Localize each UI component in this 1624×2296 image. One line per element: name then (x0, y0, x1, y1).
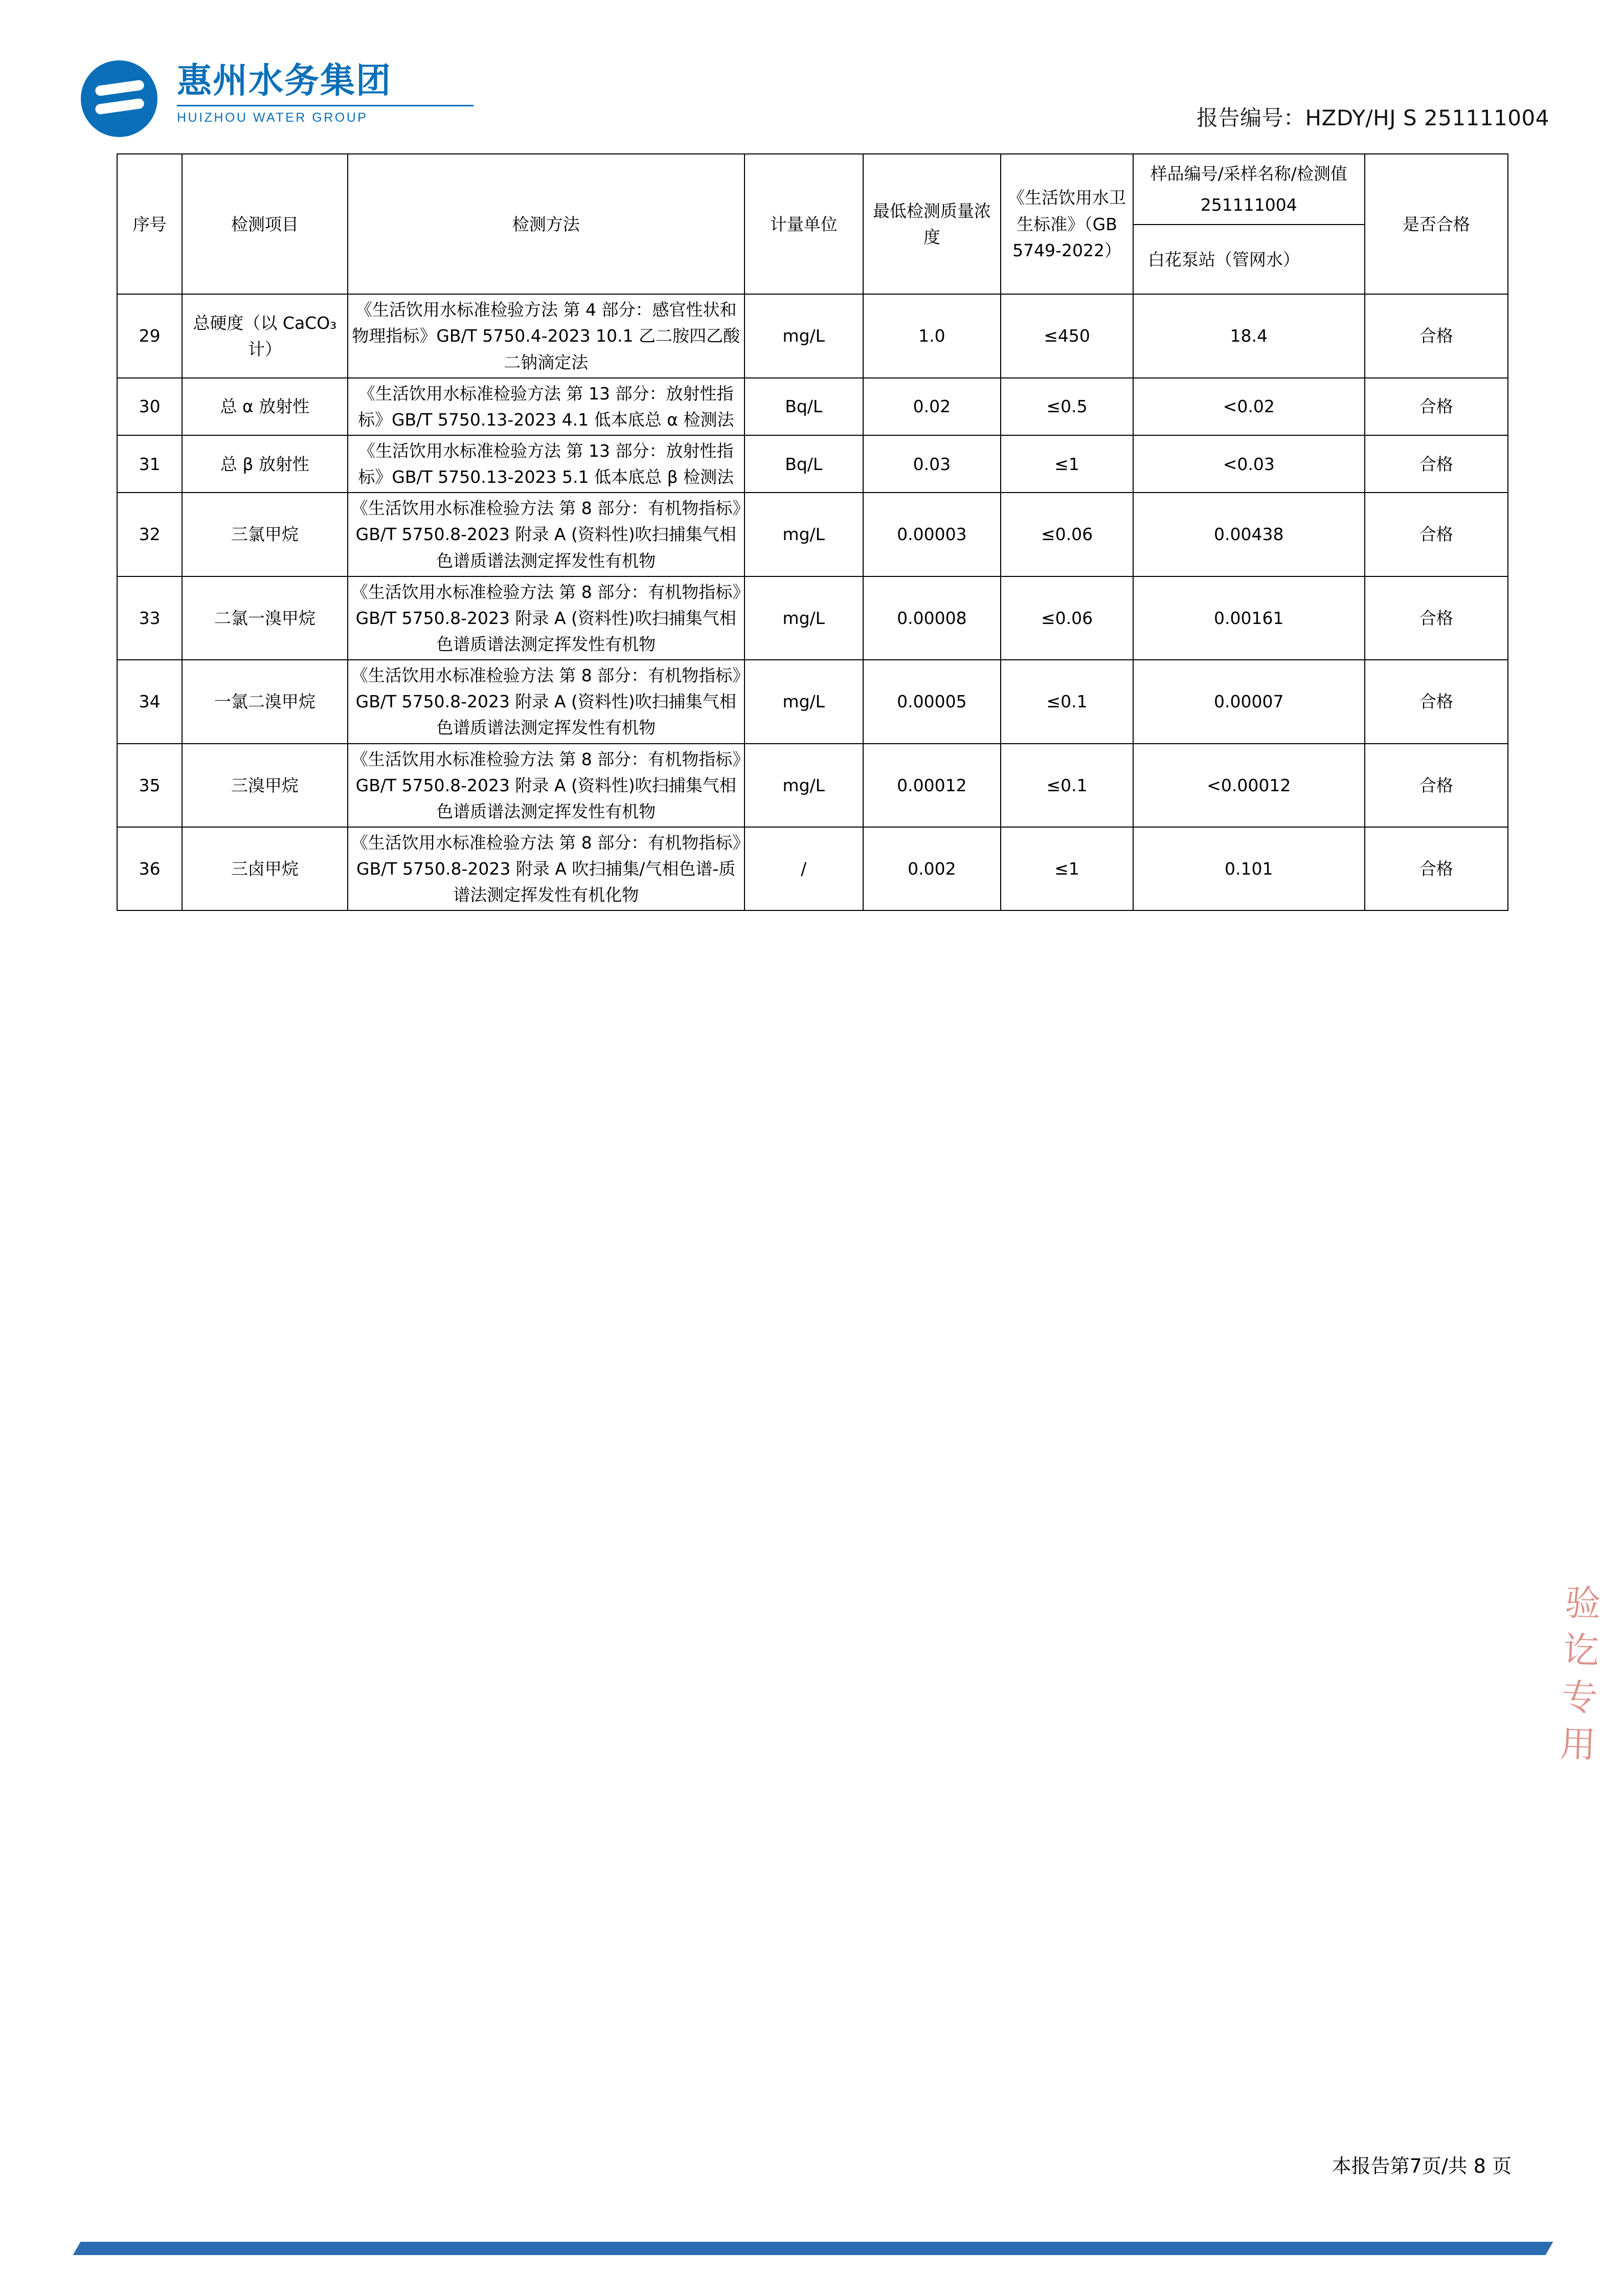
header-sample (1133, 154, 1365, 294)
cell-min-detect: 0.00003 (863, 493, 1001, 576)
table-row (117, 660, 1508, 743)
cell-method: 《生活饮用水标准检验方法 第 4 部分：感官性状和物理指标》GB/T 5750.4-2023 10.1 乙二胺四乙酸二钠滴定法 (348, 294, 745, 377)
cell-unit: mg/L (745, 576, 863, 660)
cell-value: <0.03 (1133, 435, 1365, 493)
table-header-row (117, 154, 1508, 294)
cell-item: 总硬度（以 CaCO₃计） (182, 294, 347, 377)
cell-standard: ≤1 (1001, 435, 1133, 493)
cell-unit: Bq/L (745, 378, 863, 435)
cell-unit: / (745, 827, 863, 910)
cell-min-detect: 0.002 (863, 827, 1001, 910)
header-min-detect: 最低检测质量浓度 (863, 154, 1001, 294)
cell-item: 三卤甲烷 (182, 827, 347, 910)
header-sample-no: 251111004 (1200, 195, 1297, 215)
table-row (117, 294, 1508, 377)
cell-pass: 合格 (1365, 576, 1508, 660)
cell-unit: mg/L (745, 294, 863, 377)
cell-value: 0.00007 (1133, 660, 1365, 743)
cell-no: 34 (117, 660, 182, 743)
cell-method: 《生活饮用水标准检验方法 第 8 部分：有机物指标》GB/T 5750.8-2023 附录 A (资料性)吹扫捕集气相色谱质谱法测定挥发性有机物 (348, 744, 745, 827)
table-row (117, 576, 1508, 660)
cell-pass: 合格 (1365, 744, 1508, 827)
cell-item: 总 α 放射性 (182, 378, 347, 435)
cell-value: <0.02 (1133, 378, 1365, 435)
logo-chinese-name: 惠州水务集团 (177, 61, 392, 101)
cell-no: 32 (117, 493, 182, 576)
header-sample-title: 样品编号/采样名称/检测值 (1150, 164, 1347, 184)
cell-standard: ≤0.1 (1001, 660, 1133, 743)
cell-item: 三氯甲烷 (182, 493, 347, 576)
header-sample-name: 白花泵站（管网水） (1147, 249, 1300, 270)
cell-method: 《生活饮用水标准检验方法 第 8 部分：有机物指标》GB/T 5750.8-2023 附录 A (资料性)吹扫捕集气相色谱质谱法测定挥发性有机物 (348, 493, 745, 576)
cell-method: 《生活饮用水标准检验方法 第 13 部分：放射性指标》GB/T 5750.13-2023 4.1 低本底总 α 检测法 (348, 378, 745, 435)
cell-standard: ≤0.06 (1001, 576, 1133, 660)
cell-standard: ≤1 (1001, 827, 1133, 910)
cell-min-detect: 1.0 (863, 294, 1001, 377)
cell-standard: ≤450 (1001, 294, 1133, 377)
test-results-table (117, 153, 1508, 911)
inspection-stamp: 验讫专用 (1553, 1583, 1602, 1773)
cell-min-detect: 0.00008 (863, 576, 1001, 660)
cell-unit: mg/L (745, 660, 863, 743)
header-pass: 是否合格 (1365, 154, 1508, 294)
cell-item: 一氯二溴甲烷 (182, 660, 347, 743)
page-footer-note: 本报告第7页/共 8 页 (1332, 2155, 1512, 2177)
cell-pass: 合格 (1365, 294, 1508, 377)
cell-value: 0.101 (1133, 827, 1365, 910)
cell-item: 二氯一溴甲烷 (182, 576, 347, 660)
cell-value: 0.00161 (1133, 576, 1365, 660)
cell-value: 18.4 (1133, 294, 1365, 377)
table-row (117, 744, 1508, 827)
cell-pass: 合格 (1365, 827, 1508, 910)
company-logo (77, 56, 473, 133)
table-row (117, 435, 1508, 493)
cell-standard: ≤0.5 (1001, 378, 1133, 435)
cell-no: 30 (117, 378, 182, 435)
page-header (77, 56, 1549, 153)
footer-decoration (0, 2194, 1624, 2296)
logo-english-name: HUIZHOU WATER GROUP (177, 105, 473, 125)
cell-unit: Bq/L (745, 435, 863, 493)
cell-no: 35 (117, 744, 182, 827)
cell-value: 0.00438 (1133, 493, 1365, 576)
cell-method: 《生活饮用水标准检验方法 第 13 部分：放射性指标》GB/T 5750.13-2023 5.1 低本底总 β 检测法 (348, 435, 745, 493)
cell-standard: ≤0.1 (1001, 744, 1133, 827)
table-row (117, 493, 1508, 576)
cell-pass: 合格 (1365, 493, 1508, 576)
cell-pass: 合格 (1365, 660, 1508, 743)
cell-item: 总 β 放射性 (182, 435, 347, 493)
header-method: 检测方法 (348, 154, 745, 294)
cell-unit: mg/L (745, 744, 863, 827)
header-unit: 计量单位 (745, 154, 863, 294)
header-standard: 《生活饮用水卫生标准》（GB 5749-2022） (1001, 154, 1133, 294)
header-no: 序号 (117, 154, 182, 294)
cell-no: 36 (117, 827, 182, 910)
water-drop-icon (77, 56, 174, 133)
cell-unit: mg/L (745, 493, 863, 576)
report-number: 报告编号：HZDY/HJ S 251111004 (1196, 105, 1549, 130)
table-row (117, 827, 1508, 910)
cell-standard: ≤0.06 (1001, 493, 1133, 576)
cell-no: 31 (117, 435, 182, 493)
cell-min-detect: 0.00005 (863, 660, 1001, 743)
cell-value: <0.00012 (1133, 744, 1365, 827)
cell-method: 《生活饮用水标准检验方法 第 8 部分：有机物指标》GB/T 5750.8-2023 附录 A (资料性)吹扫捕集气相色谱质谱法测定挥发性有机物 (348, 576, 745, 660)
cell-min-detect: 0.02 (863, 378, 1001, 435)
cell-no: 33 (117, 576, 182, 660)
table-row (117, 378, 1508, 435)
cell-pass: 合格 (1365, 435, 1508, 493)
cell-method: 《生活饮用水标准检验方法 第 8 部分：有机物指标》GB/T 5750.8-2023 附录 A (资料性)吹扫捕集气相色谱质谱法测定挥发性有机物 (348, 660, 745, 743)
cell-min-detect: 0.00012 (863, 744, 1001, 827)
cell-item: 三溴甲烷 (182, 744, 347, 827)
cell-no: 29 (117, 294, 182, 377)
header-item: 检测项目 (182, 154, 347, 294)
cell-min-detect: 0.03 (863, 435, 1001, 493)
cell-method: 《生活饮用水标准检验方法 第 8 部分：有机物指标》GB/T 5750.8-2023 附录 A 吹扫捕集/气相色谱-质谱法测定挥发性有机化物 (348, 827, 745, 910)
cell-pass: 合格 (1365, 378, 1508, 435)
